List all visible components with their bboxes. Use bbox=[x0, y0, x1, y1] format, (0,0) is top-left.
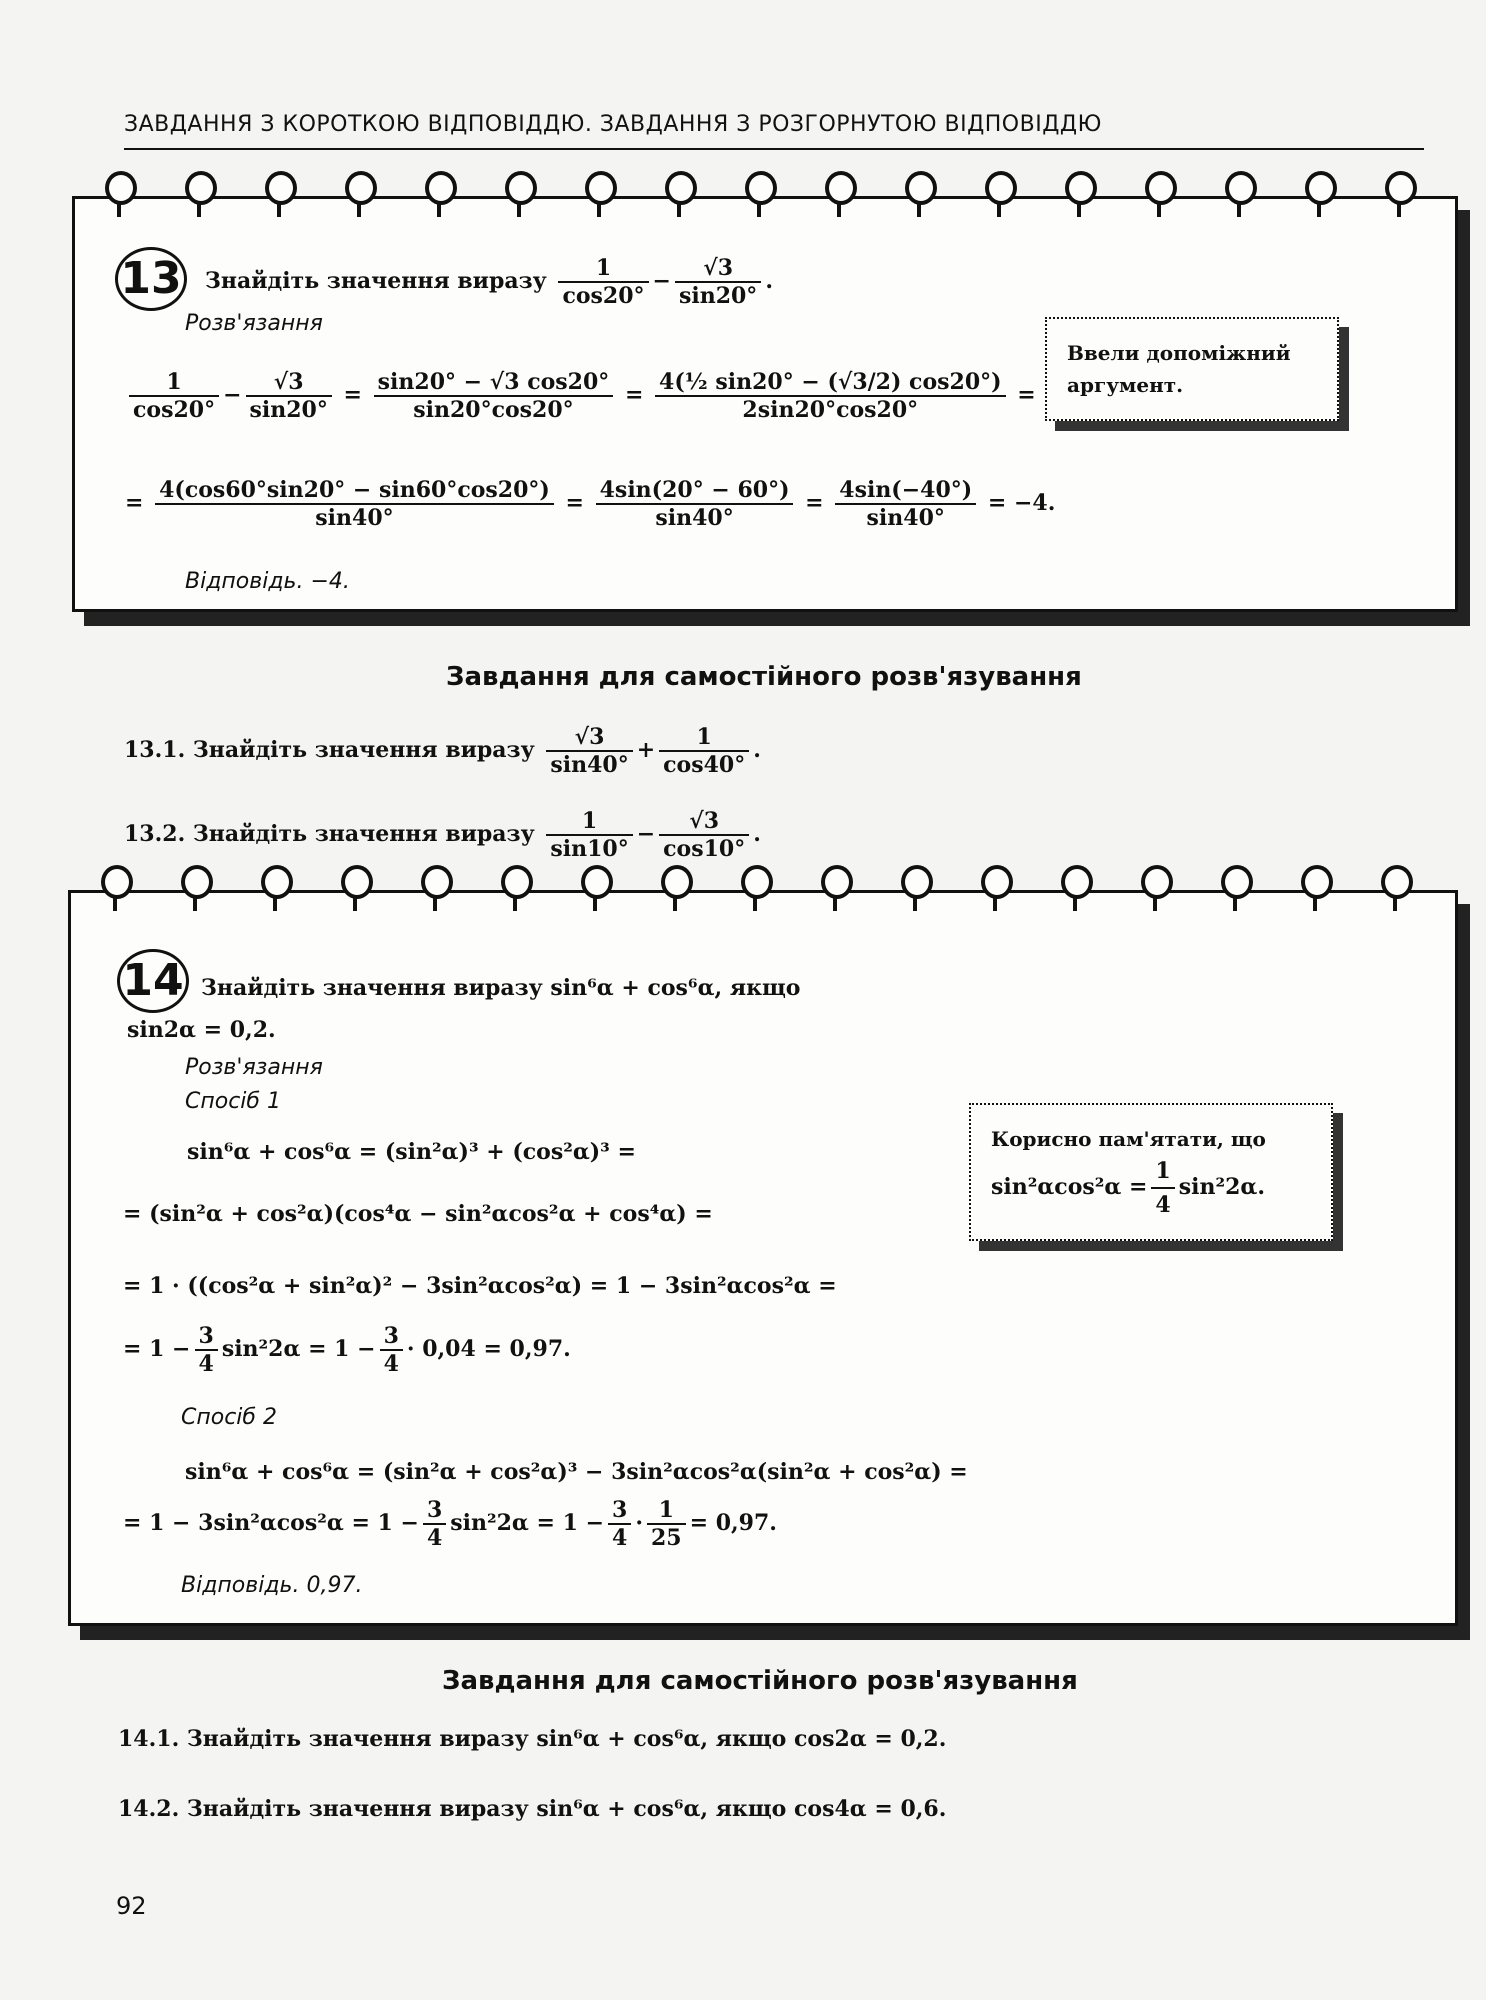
task-14-card bbox=[68, 890, 1458, 1626]
self-study-title-13: Завдання для самостійного розв'язування bbox=[446, 662, 1082, 692]
way-2-line-2: = 1 − 3sin²αcos²α = 1 − $\frac{3}{4}$ sin²2α = 1 − $\frac{3}{4}$ · $\frac{1}{25}$ = 0,97. bbox=[123, 1497, 777, 1551]
exercise-14-1: 14.1. Знайдіть значення виразу sin⁶α + cos⁶α, якщо cos2α = 0,2. bbox=[118, 1726, 947, 1752]
way-1-line-1: sin⁶α + cos⁶α = (sin²α)³ + (cos²α)³ = bbox=[187, 1139, 636, 1165]
task-13-prompt: Знайдіть значення виразу $\frac{1}{\cos 20^\circ}$ − $\frac{√3}{\sin 20^\circ}$ . bbox=[205, 255, 773, 309]
task-14-note: Корисно пам'ятати, що sin²αcos²α = $\frac{1}{4}$ sin²2α. bbox=[969, 1103, 1333, 1241]
way-1-line-2: = (sin²α + cos²α)(cos⁴α − sin²αcos²α + cos⁴α) = bbox=[123, 1201, 713, 1227]
task-14-condition: sin2α = 0,2. bbox=[127, 1017, 276, 1043]
way-2-line-1: sin⁶α + cos⁶α = (sin²α + cos²α)³ − 3sin²αcos²α(sin²α + cos²α) = bbox=[185, 1459, 968, 1485]
way-1-line-4: = 1 − $\frac{3}{4}$ sin²2α = 1 − $\frac{3}{4}$ · 0,04 = 0,97. bbox=[123, 1323, 571, 1377]
task-13-answer: Відповідь. −4. bbox=[185, 569, 350, 594]
page-number: 92 bbox=[116, 1892, 147, 1920]
page-header: ЗАВДАННЯ З КОРОТКОЮ ВІДПОВІДДЮ. ЗАВДАННЯ З РОЗГОРНУТОЮ ВІДПОВІДДЮ bbox=[124, 112, 1102, 137]
exercise-13-1: 13.1. Знайдіть значення виразу $\frac{√3}{\sin 40^\circ}$ + $\frac{1}{\cos 40^\circ}$ . bbox=[124, 724, 761, 778]
self-study-title-14: Завдання для самостійного розв'язування bbox=[442, 1666, 1078, 1696]
way-1-line-3: = 1 · ((cos²α + sin²α)² − 3sin²αcos²α) = 1 − 3sin²αcos²α = bbox=[123, 1273, 837, 1299]
header-divider bbox=[124, 148, 1424, 150]
task-14-number: 14 bbox=[117, 949, 189, 1013]
task-13-note: Ввели допоміжний аргумент. bbox=[1045, 317, 1339, 421]
solution-label: Розв'язання bbox=[185, 311, 323, 336]
solution-line-2: = $\frac{4(\cos 60^\circ\sin 20^\circ - \sin 60^\circ\cos 20^\circ)}{\sin 40^\circ}$ = $\frac{4\sin(20^\circ - 60^\circ)}{\sin 40^\circ}$ = $\frac{4\sin(-40^\circ)}{\sin 40^\circ}$ = −4. bbox=[125, 477, 1056, 531]
way-1-label: Спосіб 1 bbox=[185, 1089, 281, 1114]
task-14-answer: Відповідь. 0,97. bbox=[181, 1573, 363, 1598]
solution-label-14: Розв'язання bbox=[185, 1055, 323, 1080]
solution-line-1: $\frac{1}{\cos 20^\circ}$ − $\frac{√3}{\sin 20^\circ}$ = $\frac{\sin 20^\circ - √3 \cos 20^\circ}{\sin 20^\circ\cos 20^\circ}$ = $\frac{\text{4(½ sin20° − (√3/2) cos20°)}}{2\sin 20^\circ\cos 20^\circ}$ = bbox=[125, 369, 1036, 423]
task-13-card bbox=[72, 196, 1458, 612]
exercise-14-2: 14.2. Знайдіть значення виразу sin⁶α + cos⁶α, якщо cos4α = 0,6. bbox=[118, 1796, 947, 1822]
exercise-13-2: 13.2. Знайдіть значення виразу $\frac{1}{\sin 10^\circ}$ − $\frac{√3}{\cos 10^\circ}$ . bbox=[124, 808, 761, 862]
way-2-label: Спосіб 2 bbox=[181, 1405, 277, 1430]
task-13-number: 13 bbox=[115, 247, 187, 311]
task-14-prompt: Знайдіть значення виразу sin⁶α + cos⁶α, якщо bbox=[201, 975, 801, 1001]
